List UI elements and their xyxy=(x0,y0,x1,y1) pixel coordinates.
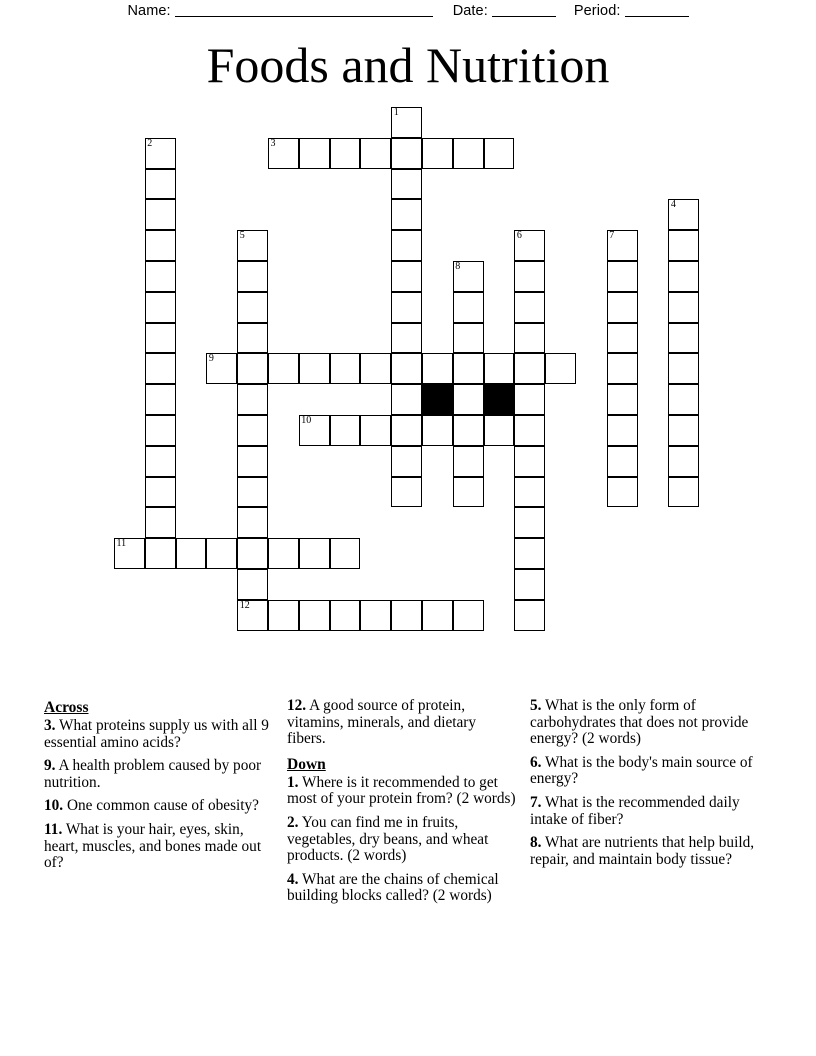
grid-cell[interactable] xyxy=(453,261,484,292)
grid-cell[interactable] xyxy=(391,384,422,415)
grid-cell-blocked xyxy=(422,384,453,415)
clue-text: One common cause of obesity? xyxy=(66,797,259,815)
grid-cell[interactable] xyxy=(668,477,699,508)
grid-cell[interactable] xyxy=(607,446,638,477)
grid-cell[interactable] xyxy=(514,415,545,446)
grid-cell[interactable] xyxy=(422,600,453,631)
grid-cell-number: 3 xyxy=(270,137,276,149)
grid-cell[interactable] xyxy=(514,292,545,323)
clue-number: 9. xyxy=(44,757,56,775)
clue-text: What is the body's main source of energy? xyxy=(530,753,753,788)
grid-cell[interactable] xyxy=(484,138,515,169)
grid-cell[interactable] xyxy=(484,415,515,446)
grid-cell[interactable] xyxy=(145,169,176,200)
grid-cell[interactable] xyxy=(668,323,699,354)
grid-cell-number: 2 xyxy=(147,137,153,149)
grid-cell[interactable] xyxy=(145,138,176,169)
clue-down-2 xyxy=(287,815,516,865)
grid-cell-number: 1 xyxy=(393,107,399,118)
grid-cell[interactable] xyxy=(668,384,699,415)
grid-cell[interactable] xyxy=(145,323,176,354)
grid-cell-number: 11 xyxy=(116,538,127,550)
grid-cell[interactable] xyxy=(145,477,176,508)
clue-number: 12. xyxy=(287,697,307,714)
grid-cell[interactable] xyxy=(206,353,237,384)
grid-cell[interactable] xyxy=(237,507,268,538)
grid-cell[interactable] xyxy=(360,600,391,631)
grid-cell-number: 9 xyxy=(208,353,214,365)
grid-cell-number: 4 xyxy=(670,199,676,211)
clue-number: 7. xyxy=(530,793,542,811)
clue-number: 10. xyxy=(44,797,64,815)
grid-cell[interactable] xyxy=(299,138,330,169)
grid-cell[interactable] xyxy=(607,353,638,384)
grid-cell[interactable] xyxy=(330,415,361,446)
grid-cell[interactable] xyxy=(237,415,268,446)
grid-cell[interactable] xyxy=(237,600,268,631)
grid-cell[interactable] xyxy=(514,353,545,384)
grid-cell[interactable] xyxy=(391,477,422,508)
grid-cell[interactable] xyxy=(145,353,176,384)
grid-cell[interactable] xyxy=(330,353,361,384)
grid-cell[interactable] xyxy=(453,600,484,631)
grid-cell-blocked xyxy=(484,384,515,415)
grid-cell[interactable] xyxy=(453,353,484,384)
clue-down-8 xyxy=(530,835,759,868)
grid-cell[interactable] xyxy=(145,261,176,292)
grid-cell[interactable] xyxy=(514,538,545,569)
grid-cell[interactable] xyxy=(453,323,484,354)
clue-number: 6. xyxy=(530,753,542,771)
grid-cell[interactable] xyxy=(391,323,422,354)
grid-cell[interactable] xyxy=(607,477,638,508)
grid-cell[interactable] xyxy=(237,261,268,292)
clues-column-3 xyxy=(530,698,773,998)
grid-cell[interactable] xyxy=(484,353,515,384)
grid-cell[interactable] xyxy=(391,261,422,292)
worksheet-header xyxy=(0,0,816,26)
clue-text: A health problem caused by poor nutrition. xyxy=(44,757,262,791)
grid-cell[interactable] xyxy=(237,292,268,323)
grid-cell[interactable] xyxy=(237,477,268,508)
grid-cell[interactable] xyxy=(514,477,545,508)
grid-cell-number: 6 xyxy=(516,230,522,242)
grid-cell[interactable] xyxy=(145,292,176,323)
grid-cell[interactable] xyxy=(391,169,422,200)
grid-cell[interactable] xyxy=(145,507,176,538)
name-label: Name: xyxy=(127,3,171,19)
grid-cell[interactable] xyxy=(145,415,176,446)
grid-cell[interactable] xyxy=(391,600,422,631)
clue-number: 3. xyxy=(44,717,56,734)
clue-down-4 xyxy=(287,872,516,905)
grid-cell[interactable] xyxy=(391,138,422,169)
grid-cell[interactable] xyxy=(514,323,545,354)
grid-cell[interactable] xyxy=(360,138,391,169)
grid-cell[interactable] xyxy=(391,107,422,138)
grid-cell[interactable] xyxy=(330,138,361,169)
grid-cell[interactable] xyxy=(668,415,699,446)
clue-number: 8. xyxy=(530,834,542,852)
grid-cell[interactable] xyxy=(391,230,422,261)
grid-cell[interactable] xyxy=(206,538,237,569)
grid-cell[interactable] xyxy=(237,538,268,569)
grid-cell[interactable] xyxy=(668,230,699,261)
grid-cell[interactable] xyxy=(453,477,484,508)
grid-cell[interactable] xyxy=(391,446,422,477)
grid-cell[interactable] xyxy=(422,353,453,384)
grid-cell[interactable] xyxy=(668,261,699,292)
grid-cell[interactable] xyxy=(299,538,330,569)
grid-cell[interactable] xyxy=(391,415,422,446)
grid-cell[interactable] xyxy=(237,569,268,600)
clue-down-6 xyxy=(530,755,759,788)
grid-cell[interactable] xyxy=(422,138,453,169)
clue-text: What is your hair, eyes, skin, heart, muscles, and bones made out of? xyxy=(44,820,262,872)
name-field[interactable] xyxy=(175,3,433,17)
clue-text: What is the only form of carbohydrates that does not provide energy? (2 words) xyxy=(530,697,749,748)
grid-cell[interactable] xyxy=(422,415,453,446)
grid-cell[interactable] xyxy=(391,292,422,323)
grid-cell[interactable] xyxy=(607,323,638,354)
grid-cell[interactable] xyxy=(607,292,638,323)
clue-across-10 xyxy=(44,798,273,815)
grid-cell[interactable] xyxy=(360,353,391,384)
clue-across-11 xyxy=(44,822,273,872)
grid-cell[interactable] xyxy=(330,600,361,631)
grid-cell[interactable] xyxy=(299,353,330,384)
grid-cell[interactable] xyxy=(453,292,484,323)
grid-cell-number: 5 xyxy=(239,230,245,242)
clues-column-1 xyxy=(44,698,287,998)
grid-cell-number: 12 xyxy=(239,599,250,611)
period-field[interactable] xyxy=(625,3,689,17)
grid-cell[interactable] xyxy=(145,384,176,415)
grid-cell[interactable] xyxy=(607,261,638,292)
clue-text: What are the chains of chemical building blocks called? (2 words) xyxy=(287,870,499,905)
grid-cell[interactable] xyxy=(237,446,268,477)
grid-cell[interactable] xyxy=(453,446,484,477)
grid-cell[interactable] xyxy=(237,230,268,261)
clue-text: What proteins supply us with all 9 essential amino acids? xyxy=(44,717,269,751)
grid-cell[interactable] xyxy=(145,446,176,477)
clue-text: You can find me in fruits, vegetables, dry beans, and wheat products. (2 words) xyxy=(287,813,489,865)
grid-cell-number: 7 xyxy=(609,230,615,242)
clue-number: 11. xyxy=(44,820,63,838)
grid-cell[interactable] xyxy=(453,384,484,415)
grid-cell[interactable] xyxy=(145,230,176,261)
grid-cell-number: 8 xyxy=(455,261,461,272)
clue-text: A good source of protein, vitamins, minerals, and dietary fibers. xyxy=(287,697,477,748)
grid-cell[interactable] xyxy=(668,292,699,323)
grid-cell[interactable] xyxy=(268,138,299,169)
grid-cell-number: 10 xyxy=(301,415,312,426)
clue-text: Where is it recommended to get most of your protein from? (2 words) xyxy=(287,773,516,808)
clue-down-1 xyxy=(287,775,516,808)
grid-cell[interactable] xyxy=(607,415,638,446)
clue-down-5 xyxy=(530,698,759,748)
grid-cell[interactable] xyxy=(545,353,576,384)
grid-cell[interactable] xyxy=(237,323,268,354)
clue-number: 4. xyxy=(287,870,299,888)
grid-cell[interactable] xyxy=(668,199,699,230)
grid-cell[interactable] xyxy=(268,538,299,569)
grid-cell[interactable] xyxy=(453,138,484,169)
page-title: Foods and Nutrition xyxy=(206,37,610,93)
clue-across-12 xyxy=(287,698,516,748)
grid-cell[interactable] xyxy=(391,353,422,384)
date-label: Date: xyxy=(452,3,488,19)
grid-cell[interactable] xyxy=(514,384,545,415)
grid-cell[interactable] xyxy=(668,446,699,477)
clues-column-2 xyxy=(287,698,530,998)
clues-section xyxy=(44,698,774,998)
grid-cell[interactable] xyxy=(607,384,638,415)
grid-cell[interactable] xyxy=(453,415,484,446)
grid-cell[interactable] xyxy=(114,538,145,569)
clue-text: What are nutrients that help build, repair, and maintain body tissue? xyxy=(530,834,755,868)
clue-number: 1. xyxy=(287,773,299,791)
across-heading: Across xyxy=(44,699,89,716)
grid-cell[interactable] xyxy=(299,415,330,446)
grid-cell[interactable] xyxy=(268,600,299,631)
clue-number: 5. xyxy=(530,697,542,714)
clue-number: 2. xyxy=(287,813,299,831)
clue-across-9 xyxy=(44,758,273,791)
grid-cell[interactable] xyxy=(299,600,330,631)
grid-cell[interactable] xyxy=(176,538,207,569)
grid-cell[interactable] xyxy=(145,199,176,230)
clue-text: What is the recommended daily intake of fiber? xyxy=(530,793,740,828)
grid-cell[interactable] xyxy=(668,353,699,384)
grid-cell[interactable] xyxy=(514,507,545,538)
grid-cell[interactable] xyxy=(514,569,545,600)
grid-cell[interactable] xyxy=(237,353,268,384)
clue-down-7 xyxy=(530,795,759,828)
grid-cell[interactable] xyxy=(607,230,638,261)
date-field[interactable] xyxy=(492,3,556,17)
down-heading: Down xyxy=(287,755,326,773)
period-label: Period: xyxy=(573,3,621,19)
grid-cell[interactable] xyxy=(514,230,545,261)
crossword-grid xyxy=(114,107,714,647)
grid-cell[interactable] xyxy=(330,538,361,569)
grid-cell[interactable] xyxy=(237,384,268,415)
grid-cell[interactable] xyxy=(268,353,299,384)
grid-cell[interactable] xyxy=(360,415,391,446)
grid-cell[interactable] xyxy=(514,600,545,631)
grid-cell[interactable] xyxy=(145,538,176,569)
clue-across-3 xyxy=(44,718,273,751)
grid-cell[interactable] xyxy=(514,261,545,292)
grid-cell[interactable] xyxy=(391,199,422,230)
grid-cell[interactable] xyxy=(514,446,545,477)
